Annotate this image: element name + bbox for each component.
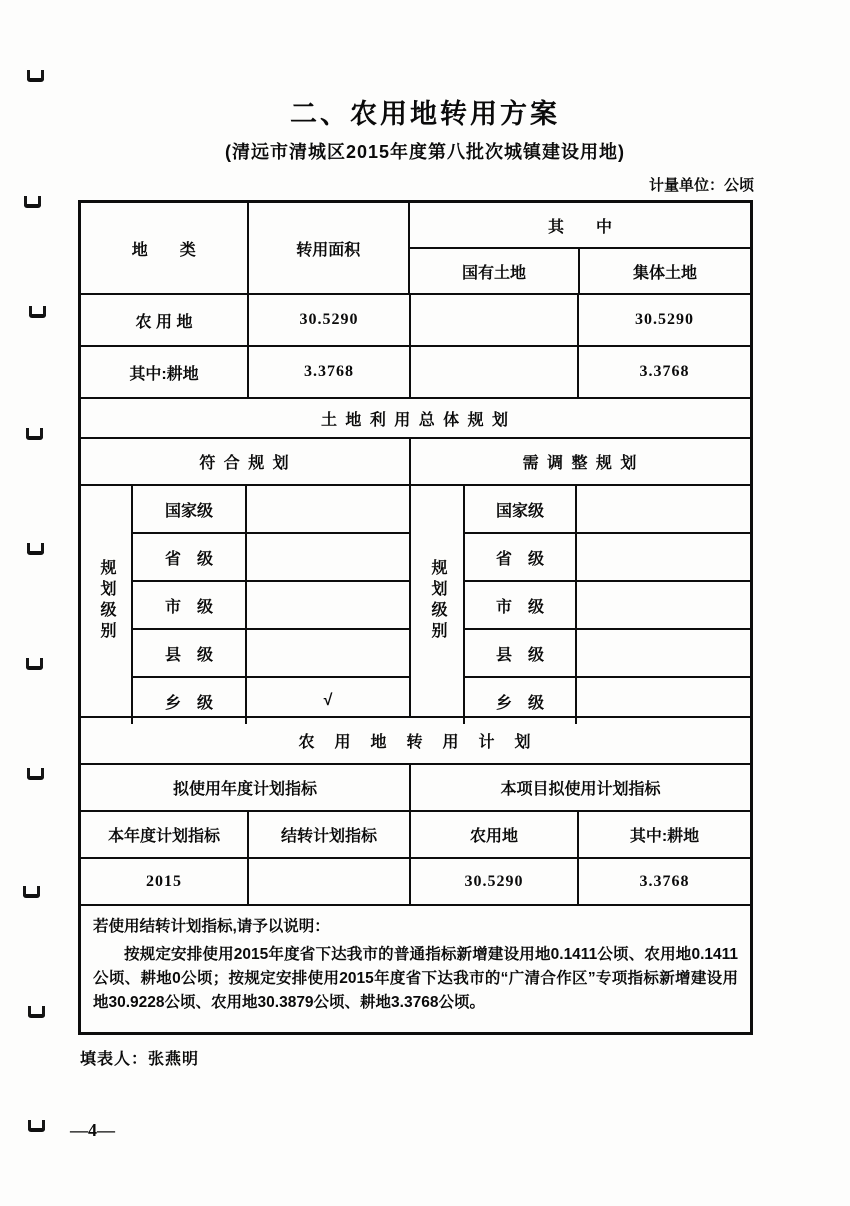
level-row bbox=[463, 486, 750, 532]
planning-section-title-row bbox=[81, 397, 750, 437]
level-name: 市 级 bbox=[131, 582, 245, 628]
level-value bbox=[575, 534, 750, 580]
level-axis-label bbox=[411, 486, 463, 716]
conversion-plan-title-row bbox=[81, 716, 750, 763]
header-conversion-area: 转用面积 bbox=[247, 203, 409, 293]
planning-section-title: 土 地 利 用 总 体 规 划 bbox=[320, 411, 511, 429]
level-value bbox=[245, 582, 409, 628]
header-agricultural-land: 农用地 bbox=[409, 812, 577, 857]
level-row bbox=[463, 628, 750, 676]
level-axis-label-text: 规划级别 bbox=[98, 559, 115, 643]
level-name: 国家级 bbox=[131, 486, 245, 532]
plan-columns-header-row bbox=[81, 810, 750, 857]
unit-label: 计量单位：公顷 bbox=[648, 177, 754, 194]
row-area: 30.5290 bbox=[247, 295, 409, 345]
plan-values-row bbox=[81, 857, 750, 904]
level-row bbox=[131, 580, 409, 628]
level-name: 国家级 bbox=[463, 486, 575, 532]
page-title: 二、农用地转用方案 bbox=[290, 99, 560, 129]
level-axis-label bbox=[81, 486, 131, 716]
page-number: —4— bbox=[70, 1120, 115, 1140]
scan-mark bbox=[28, 1120, 45, 1132]
scan-mark bbox=[26, 658, 43, 670]
checkmark: √ bbox=[245, 678, 409, 724]
row-label: 农 用 地 bbox=[135, 313, 193, 331]
level-name: 县 级 bbox=[131, 630, 245, 676]
level-name: 县 级 bbox=[463, 630, 575, 676]
header-needs-adjustment: 需 调 整 规 划 bbox=[409, 439, 750, 484]
level-name: 省 级 bbox=[463, 534, 575, 580]
level-name: 乡 级 bbox=[131, 678, 245, 724]
header-among-which: 其 中 bbox=[548, 218, 613, 236]
value-carryover bbox=[247, 859, 409, 904]
carryover-note-block bbox=[81, 904, 750, 1032]
planning-levels-right bbox=[409, 486, 750, 716]
header-land-type: 地 类 bbox=[131, 241, 196, 259]
value-current-year: 2015 bbox=[146, 872, 182, 890]
level-axis-label-text: 规划级别 bbox=[429, 559, 446, 643]
level-name: 乡 级 bbox=[463, 678, 575, 724]
page-subtitle: (清远市清城区2015年度第八批次城镇建设用地) bbox=[224, 142, 626, 162]
header-among-which-group bbox=[408, 203, 750, 293]
row-area: 3.3768 bbox=[247, 347, 409, 397]
header-project-plan-quota: 本项目拟使用计划指标 bbox=[409, 765, 750, 810]
level-value bbox=[245, 534, 409, 580]
scan-mark bbox=[26, 428, 43, 440]
header-carryover-quota: 结转计划指标 bbox=[247, 812, 409, 857]
header-collective: 集体土地 bbox=[578, 249, 750, 293]
table-row-cultivated-land bbox=[81, 345, 750, 397]
level-value bbox=[245, 630, 409, 676]
level-row bbox=[463, 580, 750, 628]
header-current-year-quota: 本年度计划指标 bbox=[107, 828, 220, 845]
level-value bbox=[575, 630, 750, 676]
row-label: 其中:耕地 bbox=[129, 365, 199, 383]
level-value bbox=[575, 582, 750, 628]
scan-mark bbox=[27, 70, 44, 82]
scan-mark bbox=[23, 886, 40, 898]
row-state-owned bbox=[409, 347, 577, 397]
planning-levels-left bbox=[81, 486, 409, 716]
conversion-plan-subheader-row bbox=[81, 763, 750, 810]
note-body: 按规定安排使用2015年度省下达我市的普通指标新增建设用地0.1411公顷、农用地0.1411公顷、耕地0公顷；按规定安排使用2015年度省下达我市的“广清合作区”专项指标新增建设用地30.9228公顷、农用地30.3879公顷、耕地3.3768公顷。 bbox=[93, 946, 738, 1012]
level-name: 市 级 bbox=[463, 582, 575, 628]
scan-mark bbox=[24, 196, 41, 208]
row-state-owned bbox=[409, 295, 577, 345]
value-cultivated-land: 3.3768 bbox=[577, 859, 750, 904]
planning-subheader-row bbox=[81, 437, 750, 484]
level-row bbox=[131, 486, 409, 532]
land-conversion-table bbox=[78, 200, 753, 1035]
level-name: 省 级 bbox=[131, 534, 245, 580]
scan-mark bbox=[27, 768, 44, 780]
header-conforms-planning: 符 合 规 划 bbox=[199, 455, 291, 472]
row-collective: 3.3768 bbox=[577, 347, 750, 397]
header-cultivated-land: 其中:耕地 bbox=[577, 812, 750, 857]
level-value bbox=[245, 486, 409, 532]
table-header-row bbox=[81, 203, 750, 293]
level-row bbox=[463, 532, 750, 580]
header-annual-plan-quota: 拟使用年度计划指标 bbox=[172, 781, 317, 798]
value-agricultural-land: 30.5290 bbox=[409, 859, 577, 904]
table-row-agricultural-land bbox=[81, 293, 750, 345]
scan-mark bbox=[28, 1006, 45, 1018]
level-row bbox=[131, 532, 409, 580]
planning-levels-row bbox=[81, 484, 750, 716]
level-row bbox=[131, 628, 409, 676]
scan-mark bbox=[29, 306, 46, 318]
header-state-owned: 国有土地 bbox=[462, 264, 527, 282]
row-collective: 30.5290 bbox=[577, 295, 750, 345]
scan-mark bbox=[27, 543, 44, 555]
preparer-label: 填表人：张燕明 bbox=[80, 1051, 200, 1068]
level-value bbox=[575, 486, 750, 532]
note-label: 若使用结转计划指标,请予以说明： bbox=[93, 918, 330, 935]
conversion-plan-title: 农 用 地 转 用 计 划 bbox=[298, 734, 533, 751]
